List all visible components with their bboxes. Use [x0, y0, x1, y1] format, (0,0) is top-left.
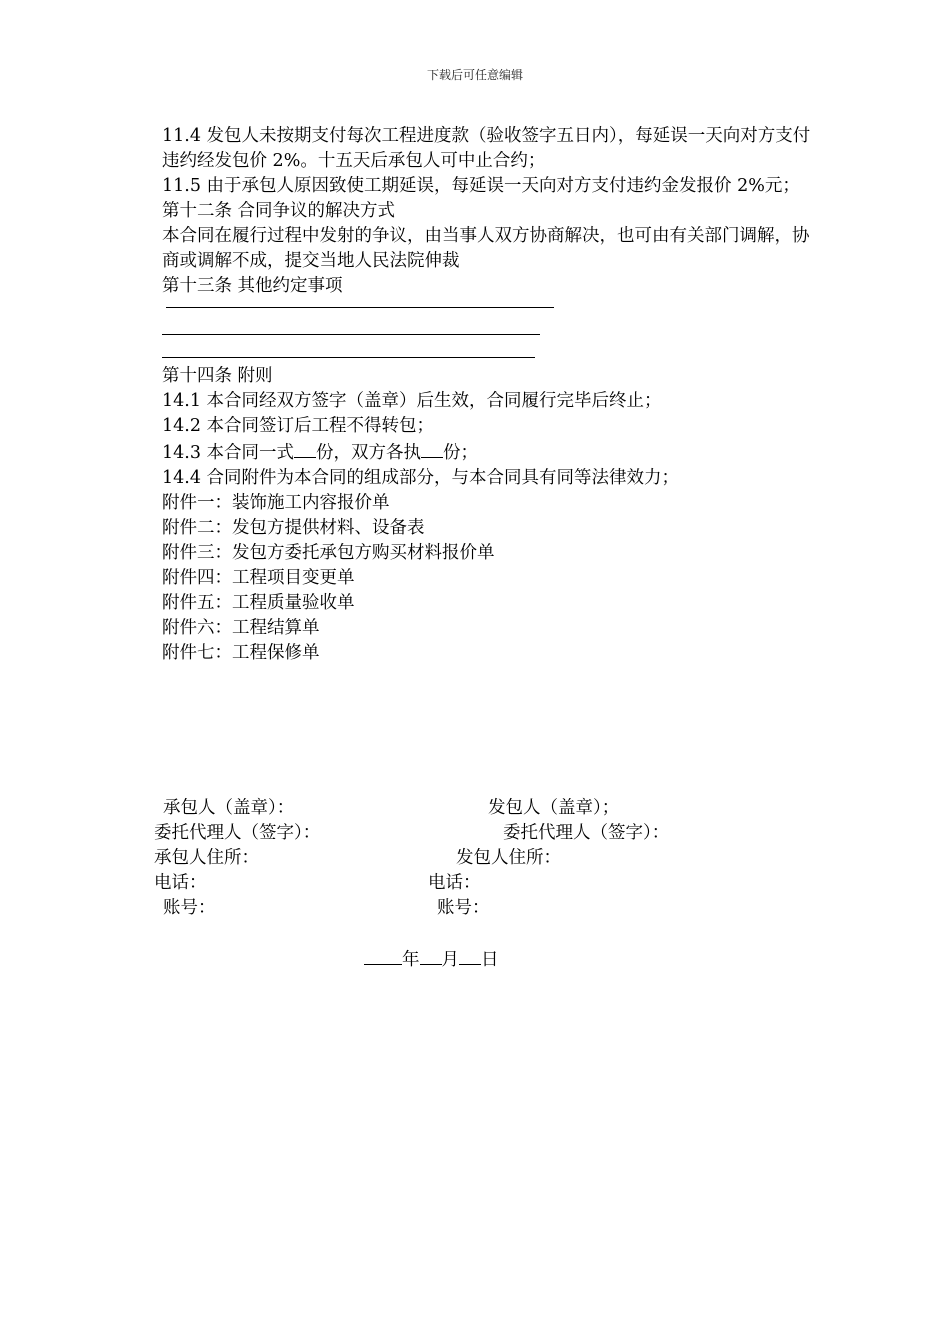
clause-14-3 [162, 439, 812, 466]
article-12-title: 第十二条 合同争议的解决方式 [162, 201, 396, 221]
clause-14-3-part-c: 份； [443, 443, 479, 463]
day-label: 日 [481, 950, 499, 970]
clause-14-1: 14.1 本合同经双方签字（盖章）后生效，合同履行完毕后终止； [162, 391, 662, 411]
copies-each-blank [421, 439, 443, 458]
account-row [0, 896, 950, 921]
clause-11-5: 11.5 由于承包人原因致使工期延误，每延误一天向对方支付违约金发报价 2%元； [162, 176, 800, 196]
month-label: 月 [441, 950, 459, 970]
contractor-address-label: 承包人住所： [154, 848, 259, 868]
clause-11-4: 11.4 发包人未按期支付每次工程进度款（验收签字五日内），每延误一天向对方支付违约经发包价 2%。十五天后承包人可中止合约； [162, 126, 811, 171]
contractor-agent-label: 委托代理人（签字）： [154, 823, 321, 843]
seal-row [0, 796, 950, 821]
address-row [0, 846, 950, 871]
header-note: 下载后可任意编辑 [426, 68, 523, 82]
contractor-account-label: 账号： [163, 898, 216, 918]
attachment-item: 附件五：工程质量验收单 [162, 593, 355, 613]
clause-14-3-part-a: 14.3 本合同一式 [162, 443, 295, 463]
contractor-phone-label: 电话： [154, 873, 207, 893]
year-blank [364, 946, 402, 965]
contract-body [162, 124, 812, 666]
client-agent-label: 委托代理人（签字）： [503, 823, 670, 843]
article-12-body: 本合同在履行过程中发射的争议，由当事人双方协商解决，也可由有关部门调解，协商或调解不成，提交当地人民法院伸裁 [162, 226, 810, 271]
phone-row [0, 871, 950, 896]
article-13-title: 第十三条 其他约定事项 [162, 276, 343, 296]
blank-fill-line [162, 357, 535, 358]
date-line [364, 946, 499, 973]
contractor-seal-label: 承包人（盖章）： [163, 798, 295, 818]
attachment-item: 附件一：装饰施工内容报价单 [162, 493, 390, 513]
copies-blank [294, 439, 316, 458]
attachment-item: 附件二：发包方提供材料、设备表 [162, 518, 425, 538]
client-address-label: 发包人住所： [456, 848, 561, 868]
attachment-item: 附件七：工程保修单 [162, 643, 320, 663]
agent-row [0, 821, 950, 846]
attachment-item: 附件三：发包方委托承包方购买材料报价单 [162, 543, 495, 563]
client-seal-label: 发包人（盖章）； [488, 798, 620, 818]
year-label: 年 [402, 950, 420, 970]
clause-14-3-part-b: 份，双方各执 [316, 443, 422, 463]
clause-14-4: 14.4 合同附件为本合同的组成部分，与本合同具有同等法律效力； [162, 468, 680, 488]
article-14-title: 第十四条 附则 [162, 366, 273, 386]
clause-14-2: 14.2 本合同签订后工程不得转包； [162, 416, 435, 436]
client-account-label: 账号： [437, 898, 490, 918]
signature-block [0, 796, 950, 921]
client-phone-label: 电话： [428, 873, 481, 893]
blank-fill-line [166, 307, 554, 308]
day-blank [459, 946, 481, 965]
blank-fill-line [162, 334, 540, 335]
attachment-item: 附件四：工程项目变更单 [162, 568, 355, 588]
month-blank [420, 946, 442, 965]
attachment-item: 附件六：工程结算单 [162, 618, 320, 638]
